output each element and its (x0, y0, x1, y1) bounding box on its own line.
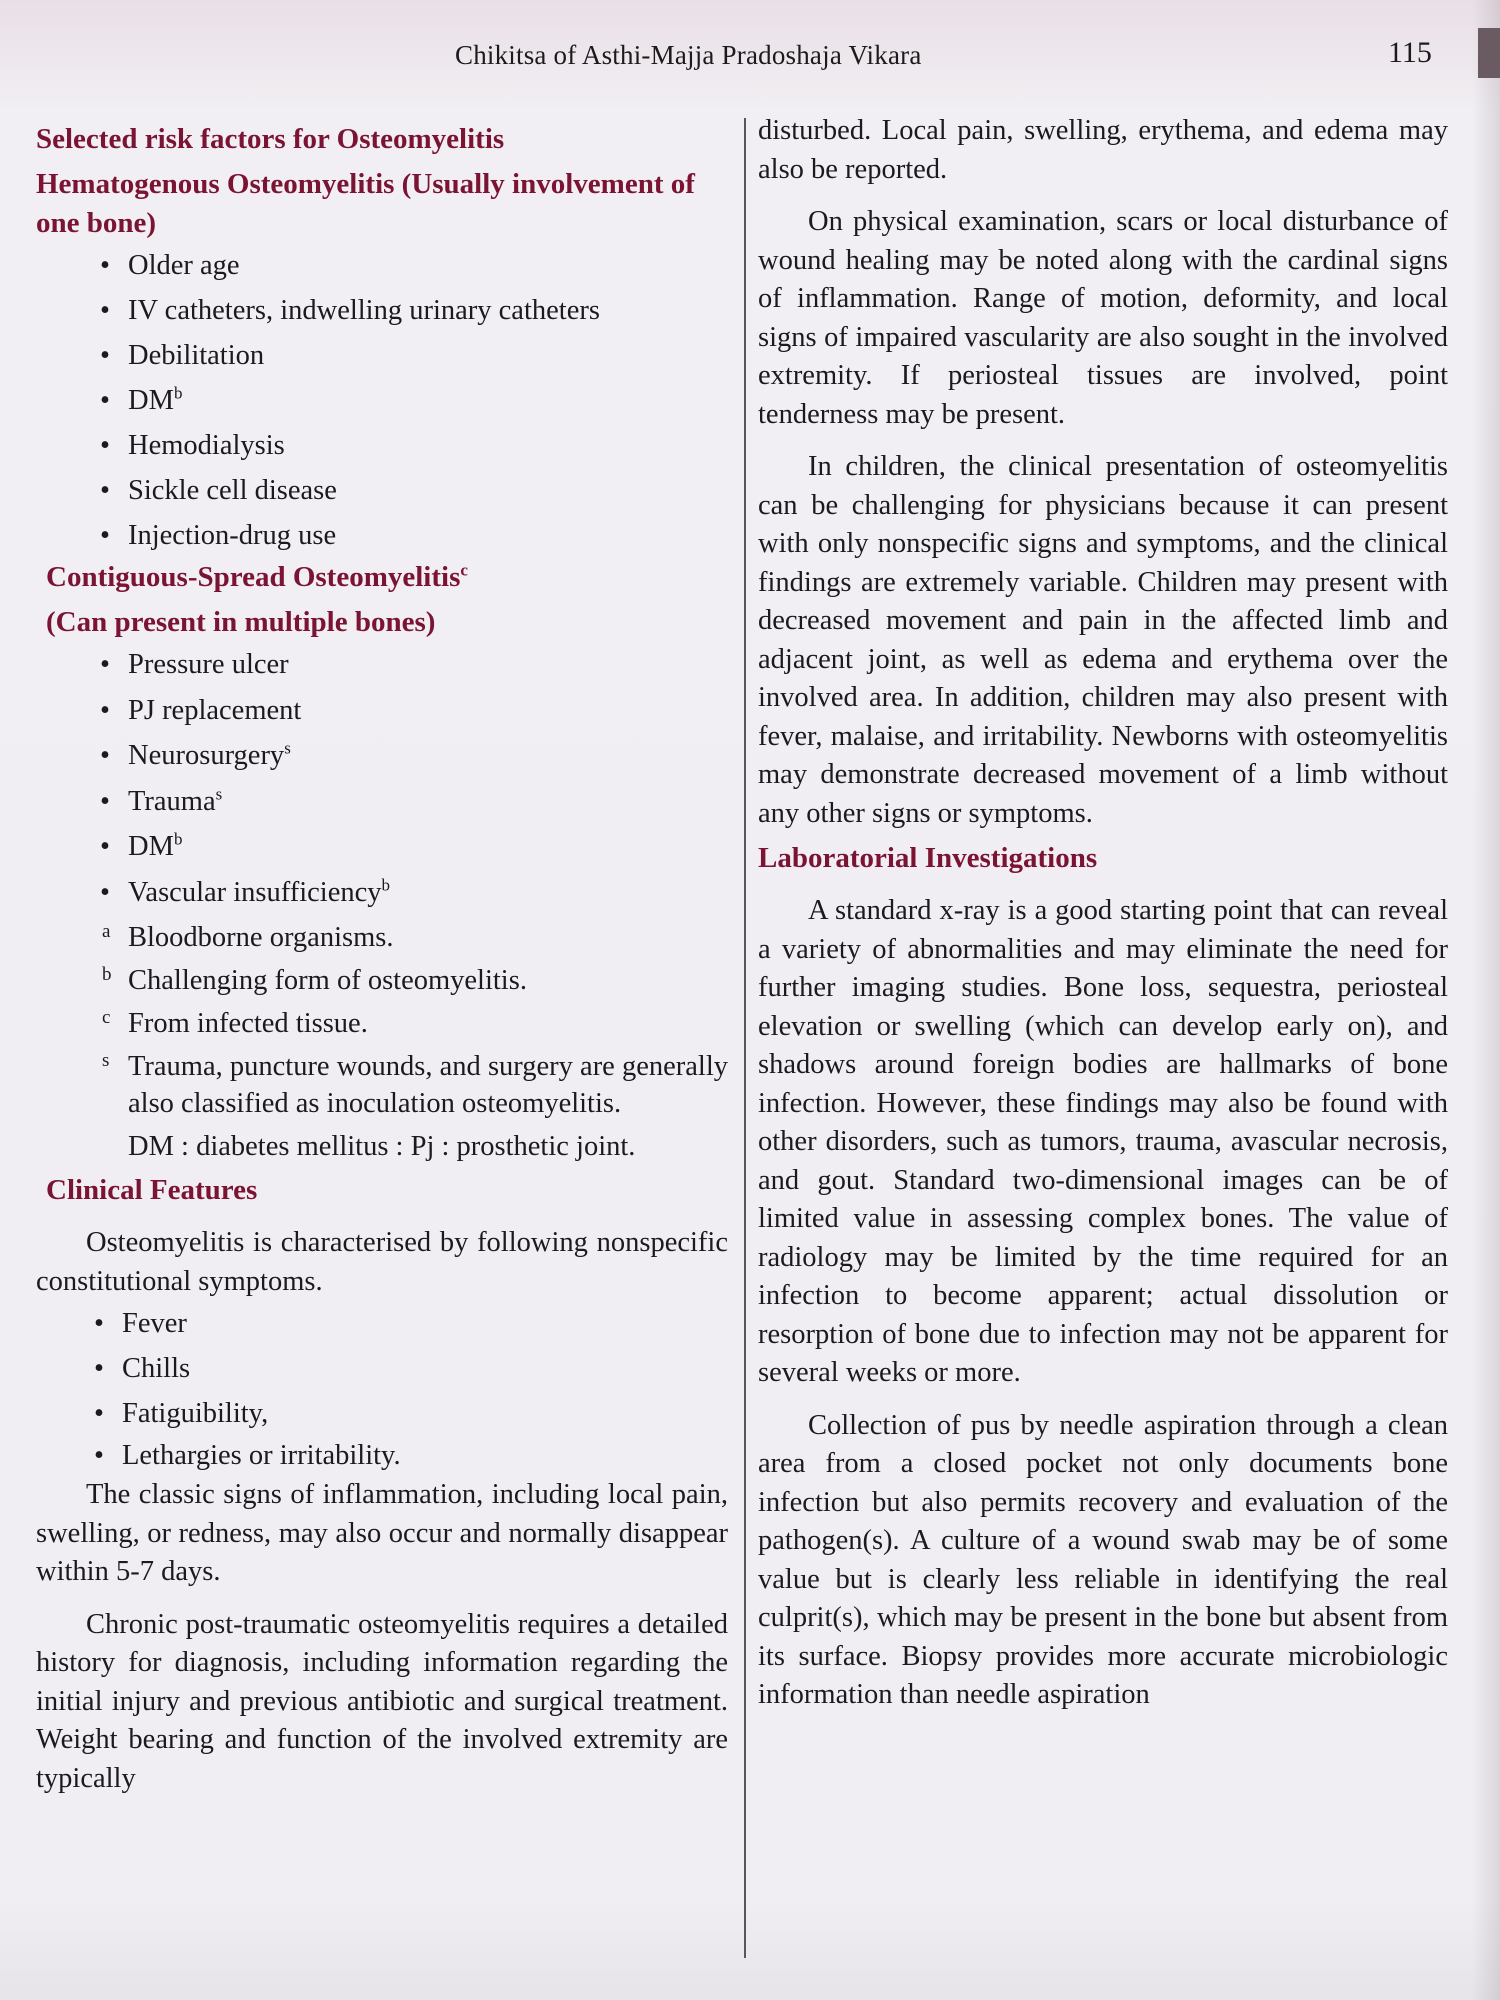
abbreviations: DM : diabetes mellitus : Pj : prosthetic joint. (128, 1131, 636, 1162)
page-header (0, 36, 1500, 76)
paragraph-disturbed: disturbed. Local pain, swelling, erythema, and edema may also be reported. (758, 115, 1448, 185)
paragraph-classic-signs: The classic signs of inflammation, including local pain, swelling, or redness, may also occur and normally disappear within 5-7 days. (36, 1479, 728, 1587)
list-item: • Debilitation (100, 340, 265, 371)
list-item: • Chills (94, 1353, 191, 1384)
laboratorial-heading: Laboratorial Investigations (758, 842, 1098, 874)
list-item: • Fatiguibility, (94, 1398, 269, 1429)
paragraph-physical-exam: On physical examination, scars or local disturbance of wound healing may be noted along with the cardinal signs of inflammation. Range of motion, deformity, and local signs of impaired vascularity are also sought in the involved extremity. If periosteal tissues are involved, point tenderness may be present. (758, 206, 1448, 430)
running-title: Chikitsa of Asthi-Majja Pradoshaja Vikara (455, 40, 922, 70)
clinical-features-heading: Clinical Features (46, 1174, 258, 1206)
list-item: • PJ replacement (100, 694, 302, 726)
clinical-intro: Osteomyelitis is characterised by following nonspecific constitutional symptoms. (36, 1227, 728, 1297)
list-item: • Trauma$^s$ (100, 784, 223, 817)
symptom-list (36, 1301, 728, 1476)
paragraph-pus-collection: Collection of pus by needle aspiration through a clean area from a closed pocket not only documents bone infection but also permits recovery and evaluation of the pathogen(s). A culture of a wound swab may be of some value but is clearly less reliable in identifying the real culprit(s), which may be present in the bone but absent from its surface. Biopsy provides more accurate microbiologic information than needle aspiration (758, 1409, 1448, 1710)
footnote: c From infected tissue. (102, 1007, 368, 1039)
page-edge-shadow (1472, 0, 1500, 2000)
list-item: • IV catheters, indwelling urinary catheters (100, 295, 600, 326)
column-divider (744, 118, 746, 1958)
list-item: • Fever (94, 1308, 187, 1339)
contiguous-list (36, 642, 728, 915)
contiguous-subheading: (Can present in multiple bones) (46, 606, 436, 638)
list-item: • Neurosurgery$^s$ (100, 738, 291, 771)
list-item: • $DM^b$ (100, 383, 183, 416)
list-item: • Vascular insufficiency$^b$ (100, 875, 391, 908)
footnotes (36, 919, 728, 1165)
contiguous-heading: Contiguous-Spread Osteomyelitis$^c$ (46, 560, 468, 593)
list-item: • Older age (100, 250, 240, 281)
footnote: b Challenging form of osteomyelitis. (102, 964, 527, 996)
list-item: • Injection-drug use (100, 520, 337, 551)
risk-factors-heading: Selected risk factors for Osteomyelitis (36, 123, 505, 155)
hematogenous-list (36, 243, 728, 558)
list-item: • Pressure ulcer (100, 649, 289, 680)
page-number: 115 (1388, 36, 1432, 69)
hematogenous-heading: Hematogenous Osteomyelitis (Usually involvement of one bone) (36, 168, 695, 239)
list-item: • Hemodialysis (100, 430, 285, 461)
footnote: s Trauma, puncture wounds, and surgery are generally also classified as inoculation osteomyelitis. (102, 1050, 728, 1119)
footnote: a Bloodborne organisms. (102, 921, 394, 953)
left-column (36, 120, 728, 1798)
list-item: • Sickle cell disease (100, 475, 337, 506)
paragraph-children: In children, the clinical presentation of osteomyelitis can be challenging for physicians because it can present with only nonspecific signs and symptoms, and the clinical findings are extremely variable. Children may present with decreased movement and pain in the affected limb and adjacent joint, as well as edema and erythema over the involved area. In addition, children may also present with fever, malaise, and irritability. Newborns with osteomyelitis may demonstrate decreased movement of a limb without any other signs or symptoms. (758, 451, 1448, 829)
right-column (758, 112, 1448, 1715)
list-item: • Lethargies or irritability. (94, 1440, 401, 1471)
paragraph-xray: A standard x-ray is a good starting point that can reveal a variety of abnormalities and may eliminate the need for further imaging studies. Bone loss, sequestra, periosteal elevation or swelling (which can develop early on), and shadows around foreign bodies are hallmarks of bone infection. However, these findings may also be found with other disorders, such as tumors, trauma, avascular necrosis, and gout. Standard two-dimensional images can be of limited value in assessing complex bones. The value of radiology may be limited by the time required for an infection to become apparent; actual dissolution or resorption of bone due to infection may not be apparent for several weeks or more. (758, 895, 1448, 1388)
paragraph-chronic: Chronic post-traumatic osteomyelitis requires a detailed history for diagnosis, including information regarding the initial injury and previous antibiotic and surgical treatment. Weight bearing and function of the involved extremity are typically (36, 1608, 728, 1794)
list-item: • $DM^b$ (100, 829, 183, 862)
